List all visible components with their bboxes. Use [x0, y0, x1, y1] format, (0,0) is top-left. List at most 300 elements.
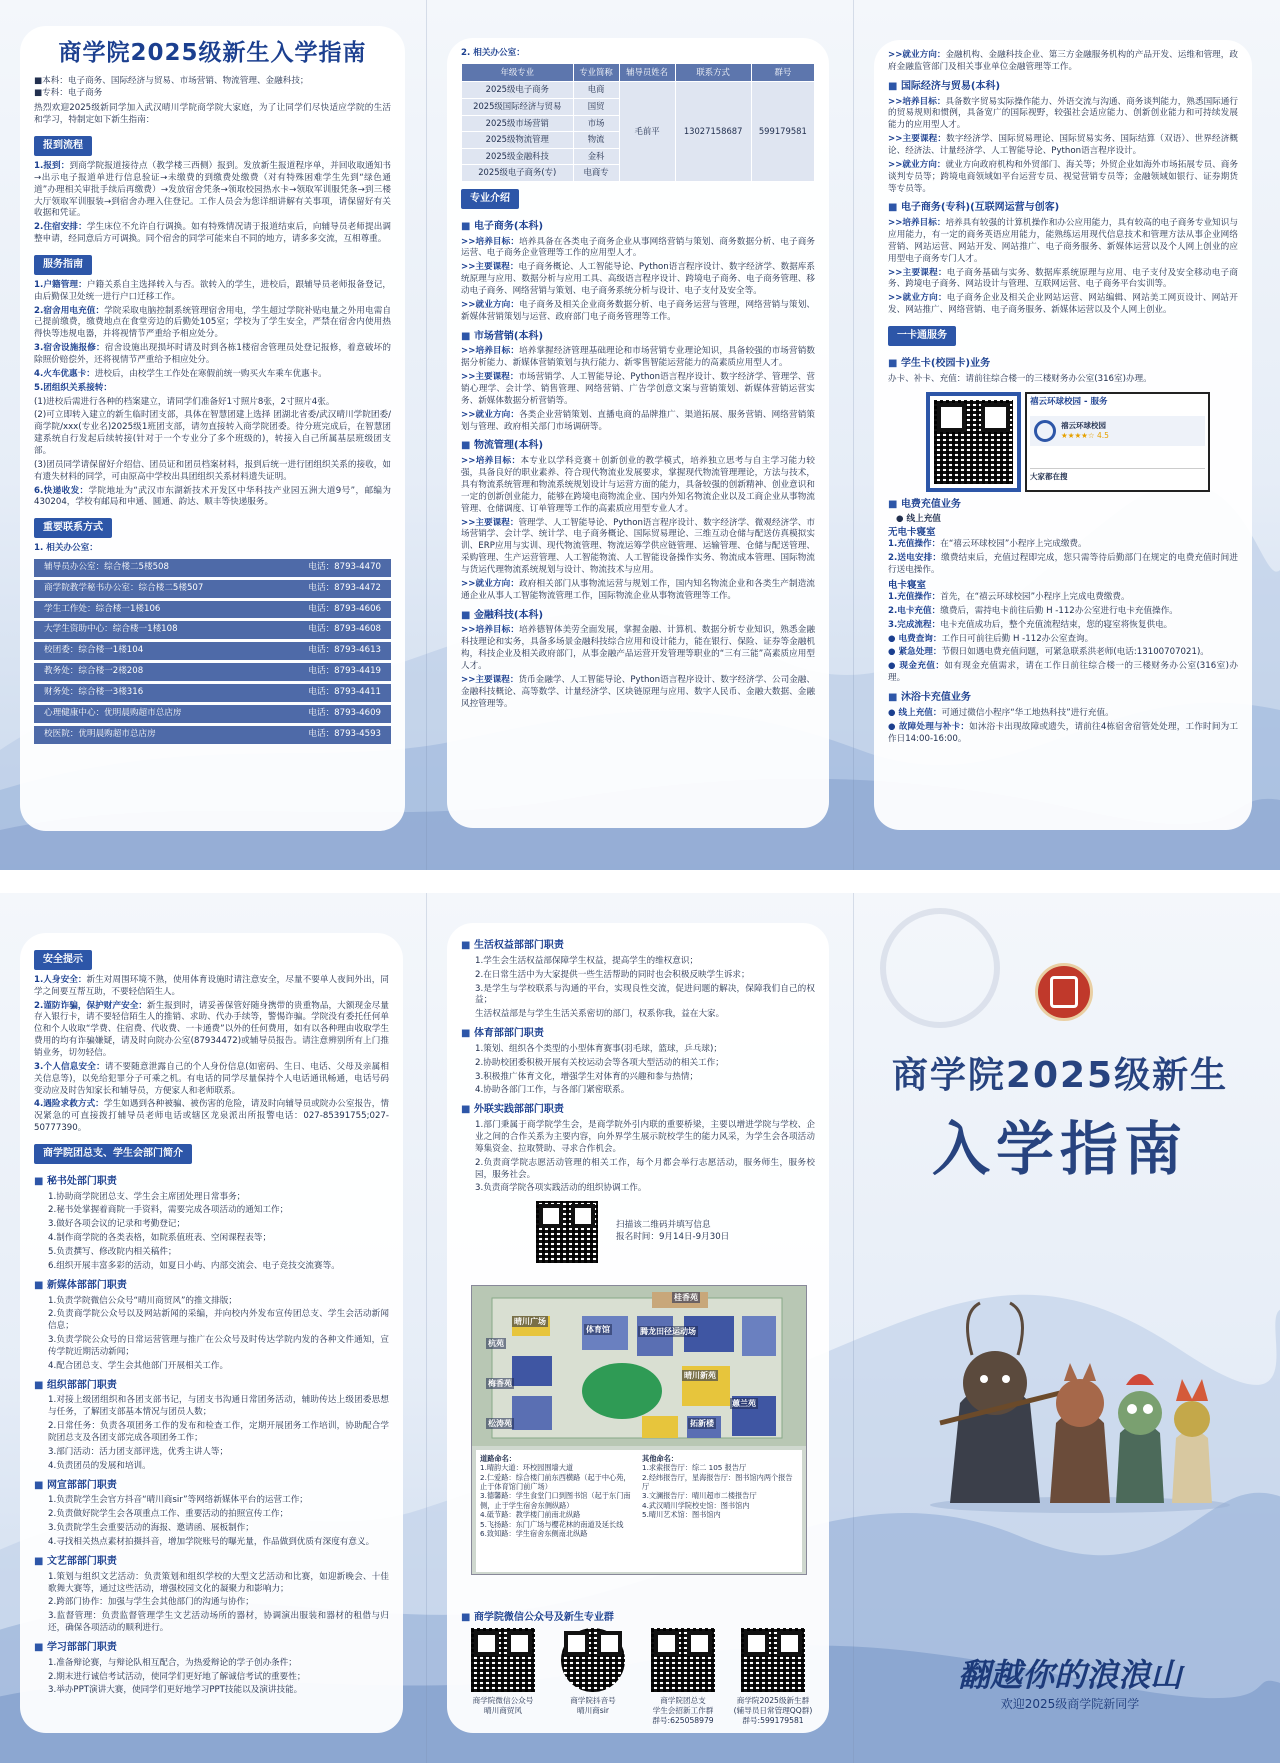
- legend-line: 2.仁爱路：综合楼门前东西横路（起于中心苑，止于体育馆门前广场）: [480, 1472, 631, 1492]
- contact-row: [34, 601, 391, 619]
- major-item: [461, 518, 815, 577]
- safety-item-text: 请不要随意泄露自己的个人身份信息(如密码、生日、电话、父母及亲属相关信息等)，以免给犯罪分子可乘之机。有电话的同学尽量保持个人电话通讯畅通，电话号码变动应及时告知家长和辅导员，方便家人和老师联系。: [34, 1061, 390, 1096]
- contact-office: 辅导员办公室：综合楼二5楼508: [44, 561, 169, 572]
- department-line: 3.负责学院公众号的日常运营管理与推广在公众号及时传达学院内发的各种文件通知，宣传学院近期活动新闻；: [48, 1335, 389, 1357]
- department-title: ■ 体育部部门职责: [461, 1027, 815, 1041]
- service-item-text: 学院地址为“武汉市东湖新技术开发区中华科技产业园五洲大道9号”，邮编为430204，学校有邮局和申通、圆通、韵达、顺丰等快递服务。: [34, 485, 391, 508]
- qr-caption: 商学院团总支: [660, 1696, 706, 1705]
- department-line: 5.负责撰写、修改院内相关稿件；: [48, 1247, 177, 1257]
- legend-line: 4.砥节路：教学楼门前南北纵路: [480, 1510, 581, 1520]
- miniapp-rating: 4.5: [1097, 431, 1109, 441]
- major-section-title: ■ 金融科技(本科): [461, 609, 815, 623]
- service-item-text: 学院采取电脑控制系统管理宿舍用电，学生超过学院补贴电量之外用电需自己提前缴费，缴费地点在食堂旁边的后勤处105室；学校为了学生安全，严禁在宿舍内使用热得快等违规电器，并将视情节严重给予相应处分。: [34, 305, 391, 340]
- major-item-text: 电子商务企业及相关企业网站运营、网站编辑、网站美工网页设计、网站开发、网站推广、网络营销、电子商务服务、新媒体运营以及个人网上创业。: [888, 293, 1238, 316]
- legend-line: 6.致知路：学生宿舍东侧南北纵路: [480, 1528, 588, 1538]
- department-line: 2.跨部门协作：加强与学生会其他部门的沟通与协作；: [48, 1597, 254, 1608]
- union-list: [34, 1175, 389, 1698]
- no-card-item-head: 2.送电安排：: [888, 553, 942, 564]
- table-cell-major: 2025级电子商务: [462, 82, 574, 99]
- table-cell-short: 市场: [573, 115, 619, 132]
- department-title: ■ 生活权益部部门职责: [461, 939, 815, 953]
- service-item-head: 2.宿舍用电充值：: [34, 305, 105, 316]
- electric-online-label: 线上充值: [906, 514, 941, 525]
- service-item-text: 宿舍设施出现损坏时请及时到各栋1楼宿舍管理员处登记报修，着意破坏的除照价赔偿外，还将视情节严重给予相应处分。: [34, 343, 391, 365]
- brochure-inside-page: [0, 0, 1280, 870]
- no-card-item-text: 缴费结束后，充值过程即完成，您只需等待后勤部门在规定的电费充值时间进行送电操作。: [888, 553, 1238, 575]
- map-label: 桂香苑: [674, 1293, 698, 1302]
- service-item: [34, 397, 391, 409]
- registration-tag: 报到流程: [34, 136, 92, 156]
- bottom-middle-panel: [447, 923, 829, 1733]
- service-item-head: 6.快递收发：: [34, 485, 89, 496]
- department-title: ■ 文艺部部门职责: [34, 1555, 389, 1569]
- service-item: [34, 383, 391, 395]
- qr-caption: (辅导员日常管理QQ群): [733, 1705, 813, 1715]
- miniapp-name: 禧云环球校园: [1061, 420, 1106, 430]
- bullet-icon: ●: [888, 721, 899, 732]
- major-item: [461, 262, 815, 298]
- department-sections: [461, 939, 815, 1195]
- left-panel: [20, 26, 405, 831]
- qr-item: [731, 1628, 815, 1726]
- union-tag: 商学院团总支、学生会部门简介: [34, 1144, 192, 1164]
- department-line: 1.负责学院微信公众号“晴川商贸风”的推文排版；: [48, 1295, 237, 1306]
- major-item-head: >>培养目标：: [461, 456, 521, 467]
- safety-item-head: 2.谨防诈骗，保护财产安全：: [34, 1000, 148, 1011]
- contacts-subhead: 1. 相关办公室：: [34, 543, 98, 554]
- electric-title: ■ 电费充值业务: [888, 498, 1238, 512]
- map-label: 体育馆: [586, 1325, 610, 1334]
- cover-title-line1: 商学院2025级新生: [891, 1055, 1229, 1096]
- map-legend: [476, 1450, 802, 1572]
- cover-title-line2: 入学指南: [931, 1115, 1188, 1183]
- major-item-text: 培养掌握经济管理基础理论和市场营销专业理论知识，具备较强的市场营销数据分析能力、新媒体营销策划与执行能力、新零售智能运营能力的高素质应用型人才。: [461, 346, 815, 369]
- card-item: [888, 620, 1238, 632]
- map-label: 晴川广场: [514, 1317, 546, 1326]
- department-line: 1.部门秉属于商学院学生会，是商学院外引内联的重要桥梁，主要以增进学院与学校、企业之间的合作关系为主要内容，向外界学生展示院校学生的能力风采，为学生会各项活动筹集资金、拉取赞助、寻求合作机会。: [475, 1120, 815, 1154]
- bottom-left-panel: [20, 933, 403, 1733]
- table-cell-counselor: 毛前平: [619, 82, 675, 182]
- qr-item: [551, 1628, 635, 1726]
- major-item-head: >>就业方向：: [888, 293, 947, 304]
- major-item-head: >>主要课程：: [461, 372, 519, 383]
- major-item-text: 就业方向政府机构和外贸部门、海关等；外贸企业如海外市场拓展专员、商务谈判专员等；跨境电商领域如平台运营专员、视觉营销专员等；金融领域如银行、证券期货等专员等。: [888, 159, 1238, 194]
- department-title: ■ 新媒体部部门职责: [34, 1279, 389, 1293]
- department-line: 1.策划与组织文艺活动：负责策划和组织学校的大型文艺活动和比赛，如迎新晚会、十佳歌舞大赛等，通过这些活动，增强校园文化的凝聚力和影响力；: [48, 1571, 389, 1594]
- wechat-title: ■ 商学院微信公众号及新生专业群: [461, 1611, 614, 1625]
- major-section-title: ■ 电子商务(本科): [461, 220, 815, 234]
- fold-line: [853, 893, 854, 1763]
- service-item-text: (2)可立即转入建立的新生临时团支部，具体在智慧团建上选择 团湖北省委/武汉晴川学院团委/商学院/xxx(专业名)2025级1班团支部，请勿直接转入商学院团委。待分班完成后，在智慧团建系统自行发起后续转接(针对于一个专业分了多个班级的)，转接入自己所属基层班级团支部。: [34, 410, 391, 456]
- department-line: 6.组织开展丰富多彩的活动，如夏日小屿、内部交流会、电子竞技交流赛等。: [48, 1260, 340, 1271]
- safety-tag: 安全提示: [34, 950, 92, 970]
- major-item-text: 本专业以学科竞赛＋创新创业的教学模式，培养独立思考与自主学习能力较强，具备良好的职业素养、符合现代物流业发展要求，掌握现代物流管理理论，方法与技术，具有物流系统管理和物流系统规划设计与运营方面的能力，具备较强的创新精神、创业意识和一定的创新创业能力，能够在跨境电商物流企业、国内外知名物流企业以及工商企业从事物流管理、仓储调度、订单管理等工作的高素质应用型专业人才。: [461, 456, 815, 514]
- contact-row: [34, 684, 391, 702]
- legend-line: 其他命名：: [642, 1454, 678, 1463]
- bullet-icon: ●: [888, 707, 899, 718]
- qr-code-icon: [934, 400, 1013, 484]
- department-line: 2.秘书处掌握着商院一手资料，需要完成各项活动的通知工作；: [48, 1205, 289, 1216]
- service-item-head: 1.户籍管理：: [34, 279, 87, 290]
- department-line: 4.配合团总支、学生会其他部门开展相关工作。: [48, 1360, 229, 1371]
- finance-jobs-text: 金融机构、金融科技企业、第三方金融服务机构的产品开发、运维和管理，政府金融监管部门及相关事业单位金融管理等工作。: [888, 50, 1238, 72]
- watermark-seal-icon: [880, 908, 1000, 1028]
- counselor-table: [461, 63, 815, 182]
- cover-slogan: 翻越你的浪浪山: [957, 1656, 1182, 1694]
- no-card-item-text: 在“禧云环球校园”小程序上完成缴费。: [940, 539, 1087, 550]
- legend-line: 4.武汉晴川学院校史馆：图书馆内: [642, 1500, 750, 1510]
- table-header: 联系方式: [675, 63, 751, 82]
- map-label: 腾龙田径运动场: [640, 1327, 696, 1336]
- major-item: [888, 160, 1238, 196]
- miniapp-rating-stars-icon: ★★★★☆ 4.5: [1061, 431, 1109, 441]
- table-cell-short: 物流: [573, 132, 619, 149]
- department-line: 3.积极推广体育文化，增强学生对体育的兴趣和参与热情；: [475, 1071, 699, 1082]
- major-item-text: 市场营销学、人工智能导论、Python语言程序设计、数字经济学、管理学、营销心理学、会计学、销售管理、网络营销、广告学创意文案与营销策划、新媒体营销运营实务、新媒体数据分析营销等。: [461, 372, 816, 406]
- electric-bullet-text: 如有现金充值需求，请在工作日前往综合楼一的三楼财务办公室(316室)办理。: [888, 661, 1238, 684]
- table-header: 专业简称: [573, 63, 619, 82]
- qr-item: [461, 1628, 545, 1726]
- qr-code-icon[interactable]: [471, 1628, 535, 1692]
- major-item: [461, 579, 815, 603]
- department-title: ■ 组织部部门职责: [34, 1379, 389, 1393]
- major-item: [461, 346, 815, 370]
- contacts-tag: 重要联系方式: [34, 518, 112, 538]
- qr-caption: 商学院微信公众号: [472, 1696, 534, 1705]
- card-item-head: 2.电卡充值：: [888, 605, 941, 616]
- major-item: [888, 268, 1238, 292]
- no-card-list: [888, 539, 1238, 577]
- safety-item: [34, 1001, 389, 1060]
- brochure-outside-page: [0, 893, 1280, 1763]
- major-item: [888, 134, 1238, 158]
- scan-time: 报名时间：9月14日-9月30日: [616, 1232, 730, 1243]
- department-line: 2.在日常生活中为大家提供一些生活帮助的同时也会积极反映学生诉求；: [475, 969, 750, 980]
- contact-office: 校医院：优明晨购超市总店房: [44, 728, 156, 739]
- contact-phone: 电话：8793-4608: [308, 624, 381, 635]
- major-item-head: >>就业方向：: [888, 159, 946, 170]
- qr-caption: 晴川商贸风: [484, 1705, 522, 1715]
- contact-office: 大学生资助中心：综合楼一1楼108: [44, 624, 178, 635]
- electric-bullet: [888, 661, 1238, 685]
- middle-panel: [447, 38, 829, 828]
- miniapp-card[interactable]: [1025, 392, 1210, 492]
- safety-item: [34, 975, 389, 999]
- service-item: [34, 306, 391, 342]
- major-item-text: 各类企业营销策划、直播电商的品牌推广、渠道拓展、服务营销、网络营销策划与管理、政府相关部门市场调研等。: [461, 409, 815, 432]
- contact-row: [34, 642, 391, 660]
- department-line: 1.策划、组织各个类型的小型体育赛事(羽毛球，篮球，乒乓球)；: [475, 1043, 722, 1054]
- map-labels: [472, 1286, 807, 1446]
- department-line: 2.负责商学院公众号以及网站新闻的采编，并向校内外发布宣传团总支、学生会活动新闻信息；: [48, 1309, 389, 1332]
- department-line: 生活权益部是与学生生活关系密切的部门，权系你我，益在大家。: [475, 1009, 725, 1020]
- legend-line: 3.文澜报告厅：晴川超市二楼报告厅: [642, 1491, 757, 1501]
- table-cell-major: 2025级国际经济与贸易: [462, 99, 574, 116]
- registration-item: [34, 222, 391, 246]
- major-item: [461, 237, 815, 261]
- major-item-head: >>主要课程：: [461, 674, 519, 685]
- no-card-item-head: 1.充值操作：: [888, 539, 941, 550]
- table-cell-short: 金科: [573, 148, 619, 165]
- major-item-head: >>主要课程：: [461, 517, 519, 528]
- major-item-text: 培养具备在各类电子商务企业从事网络营销与策划、商务数据分析、电子商务运营、电子商务企业管理等工作的应用型人才。: [461, 236, 815, 259]
- table-header: 辅导员姓名: [619, 63, 675, 82]
- fold-line: [426, 0, 427, 870]
- contact-office: 学生工作处：综合楼一1楼106: [44, 603, 161, 614]
- major-item: [461, 300, 815, 324]
- miniapp-qr[interactable]: [926, 392, 1021, 492]
- major-item-text: 培养具有较强的计算机操作和办公应用能力，具有较高的电子商务专业知识与应用能力，有一定的商务英语应用能力，能熟练运用现代信息技术和管理方法从事企业网络营销、网站运营、网站开发、网站推广、电子商务服务、新媒体运营以及个人网上创业的应用型电子商务专门人才。: [888, 218, 1238, 264]
- major-section-title: ■ 电子商务(专科)(互联网运营与创客): [888, 201, 1238, 215]
- contact-phone: 电话：8793-4472: [308, 582, 381, 593]
- department-line: 3.部门活动：活力团支部评选，优秀主讲人等；: [48, 1446, 229, 1457]
- cover-slogan-sub: 欢迎2025级商学院新同学: [1000, 1697, 1140, 1711]
- department-line: 2.协助校团委积极开展有关校运动会等各项大型活动的相关工作；: [475, 1057, 724, 1068]
- bullet-icon: ●: [888, 647, 899, 658]
- bath-bullet: [888, 722, 1238, 746]
- major-section-title: ■ 国际经济与贸易(本科): [888, 80, 1238, 94]
- department-title: ■ 网宣部部门职责: [34, 1479, 389, 1493]
- card-list: [888, 592, 1238, 632]
- electric-bullets: [888, 634, 1238, 685]
- qr-caption: 学生会招新工作群: [652, 1705, 714, 1715]
- qr-row: [461, 1628, 815, 1726]
- major-item: [461, 625, 815, 672]
- major-line: ■专科：电子商务: [34, 87, 103, 98]
- table-cell-major: 2025级物流管理: [462, 132, 574, 149]
- major-item: [461, 456, 815, 515]
- major-item-head: >>就业方向：: [461, 578, 520, 589]
- service-item: [34, 410, 391, 457]
- table-cell-major: 2025级金融科技: [462, 148, 574, 165]
- qr-caption: 群号:625058979: [652, 1715, 714, 1725]
- signup-block: [536, 1201, 815, 1263]
- department-line: 4.制作商学院的各类表格，如院系值班表、空闲课程表等；: [48, 1233, 272, 1244]
- card-service-tag: 一卡通服务: [888, 326, 956, 346]
- legend-line: 3.德馨路：学生食堂门口到图书馆（起于东门南侧，止于学生宿舍东侧纵路）: [480, 1491, 631, 1510]
- major-item: [888, 97, 1238, 133]
- contacts-list: [34, 559, 391, 744]
- fold-line: [853, 0, 854, 870]
- contact-phone: 电话：8793-4419: [308, 666, 381, 677]
- electric-bullet-head: 电费查询：: [898, 633, 942, 644]
- bath-bullets: [888, 708, 1238, 746]
- card-item-text: 缴费后，需持电卡前往后勤 H -112办公室进行电卡充值操作。: [940, 605, 1178, 616]
- finance-jobs-head: >>就业方向：: [888, 50, 946, 60]
- qr-code-icon[interactable]: [561, 1628, 625, 1692]
- legend-line: 1.晴韵大道：环校园围墙大道: [480, 1463, 574, 1473]
- map-label: 松涛苑: [488, 1419, 512, 1428]
- safety-item: [34, 1062, 389, 1098]
- major-item-head: >>培养目标：: [461, 625, 520, 636]
- map-label: 梅香苑: [488, 1379, 512, 1388]
- majors-list: [34, 76, 391, 100]
- department-line: 3.举办PPT演讲大赛，使同学们更好地学习PPT技能以及演讲技能。: [48, 1685, 303, 1696]
- service-item: [34, 343, 391, 367]
- bath-bullet-text: 如沐浴卡出现故障或遗失，请前往4栋宿舍宿管处处理，工作时间为工作日14:00-16:00。: [888, 721, 1238, 744]
- major-item-head: >>主要课程：: [461, 262, 519, 273]
- service-item-head: 5.团组织关系接转：: [34, 382, 112, 393]
- major-line: ■本科：电子商务、国际经济与贸易、市场营销、物流管理、金融科技；: [34, 75, 309, 86]
- major-item-head: >>主要课程：: [888, 134, 947, 145]
- no-card-title: 无电卡寝室: [888, 527, 936, 539]
- contact-phone: 电话：8793-4593: [308, 728, 381, 739]
- safety-item-text: 学生如遇到各种被骗、被伤害的危险，请及时向辅导员或院办公室报告，情况紧急的可直接拨打辅导员老师电话或辖区龙泉派出所报警电话：027-85391755;027-50777390。: [34, 1099, 389, 1134]
- major-item: [461, 372, 815, 408]
- service-item-text: (1)进校后需进行各种的档案建立，请同学们准备好1寸照片8张，2寸照片4张。: [34, 396, 335, 407]
- major-section-title: ■ 物流管理(本科): [461, 439, 815, 453]
- miniapp-logo-icon: [1034, 420, 1056, 442]
- safety-item: [34, 1099, 389, 1135]
- electric-bullet-text: 节假日如遇电费充值问题，可紧急联系洪老师(电话:13100707021)。: [941, 647, 1209, 658]
- contact-office: 心理健康中心：优明晨购超市总店房: [44, 707, 182, 718]
- department-line: 1.对接上级团组织和各团支部书记，与团支书沟通日常团务活动，辅助传达上级团委思想与任务，了解团支部基本情况与团员人数；: [48, 1395, 389, 1418]
- major-section-title: ■ 市场营销(本科): [461, 330, 815, 344]
- department-line: 4.负责团员的发展和培训。: [48, 1460, 151, 1471]
- no-card-item: [888, 539, 1238, 551]
- contact-phone: 电话：8793-4606: [308, 603, 381, 614]
- department-line: 3.做好各项会议的记录和考勤登记；: [48, 1219, 186, 1230]
- miniapp-footer: 大家都在搜: [1030, 468, 1205, 482]
- legend-line: 道路命名：: [480, 1454, 516, 1463]
- table-cell-short: 电商专: [573, 165, 619, 182]
- card-item-head: 1.充值操作：: [888, 591, 941, 602]
- department-line: 1.负责院学生会官方抖音“晴川商sir”等网络新媒体平台的运营工作；: [48, 1495, 308, 1506]
- department-title: ■ 秘书处部门职责: [34, 1175, 389, 1189]
- bath-bullet-head: 线上充值：: [898, 707, 942, 718]
- electric-bullet-head: 紧急处理：: [898, 647, 942, 658]
- contact-phone: 电话：8793-4411: [308, 687, 381, 698]
- service-item-text: 进校后，由校学生工作处在寒假前统一购买火车乘车优惠卡。: [94, 368, 327, 379]
- service-item-text: 户籍关系自主选择转入与否。欲转入的学生，进校后，跟辅导员老师报备登记，由后勤保卫处统一进行户口迁移工作。: [34, 279, 391, 302]
- contact-row: [34, 559, 391, 577]
- table-cell-short: 国贸: [573, 99, 619, 116]
- electric-bullet-head: 现金充值：: [899, 661, 945, 672]
- department-line: 3.是学生与学校联系与沟通的平台，实现良性交流，促进问题的解决，保障我们自己的权益；: [475, 983, 815, 1006]
- major-item-text: 具备数字贸易实际操作能力、外语交流与沟通、商务谈判能力，熟悉国际通行的贸易规则和惯例，具备宽广的国际视野，较强社会适应能力、创新创业能力和可持续发展能力的应用型人才。: [888, 96, 1238, 131]
- department-line: 3.负责院学生会重要活动的海报、邀请函、展板制作；: [48, 1523, 254, 1534]
- safety-item-head: 3.个人信息安全：: [34, 1061, 105, 1072]
- campus-map[interactable]: [471, 1285, 807, 1575]
- major-item-text: 电子商务概论、人工智能导论、Python语言程序设计、数字经济学、数据库系统原理与应用、数据分析与应用工具、高级语言程序设计、跨境电子商务、电子商务管理、移动电子商务、网络营销与策划、电子商务系统分析与设计、电子支付及安全等。: [461, 262, 816, 297]
- offices-subhead: 2. 相关办公室：: [461, 48, 525, 58]
- safety-list: [34, 975, 389, 1135]
- table-header: 年级专业: [462, 63, 574, 82]
- contact-phone: 电话：8793-4470: [308, 561, 381, 572]
- map-legend-roads: [480, 1454, 636, 1568]
- major-item-head: >>主要课程：: [888, 267, 947, 278]
- table-cell-short: 电商: [573, 82, 619, 99]
- safety-item-head: 4.遇险求救方式：: [34, 1099, 104, 1110]
- table-cell-major: 2025级电子商务(专): [462, 165, 574, 182]
- bath-title: ■ 沐浴卡充值业务: [888, 691, 1238, 705]
- department-line: 2.负责做好院学生会各项重点工作、重要活动的拍照宣传工作；: [48, 1509, 289, 1520]
- department-line: 1.准备辩论赛，与辩论队相互配合，为热爱辩论的学子创办条件；: [48, 1657, 297, 1668]
- map-label: 晴川新苑: [684, 1371, 716, 1380]
- department-line: 1.协助商学院团总支、学生会主席团处理日常事务；: [48, 1191, 246, 1202]
- student-card-title: ■ 学生卡(校园卡)业务: [888, 357, 1238, 371]
- school-seal-icon: [1035, 963, 1093, 1021]
- major-item-text: 培养德智体美劳全面发展，掌握金融、计算机、数据分析专业知识，熟悉金融科技理论和实务，具备多场景金融科技综合应用和设计能力，能在银行、保险、证券等金融机构，科技企业及相关政府部门，从事金融产品运营开发管理等职业的“三有三能”高素质应用型人才。: [461, 625, 815, 671]
- map-label: 拓新楼: [690, 1419, 714, 1428]
- registration-item-head: 2.住宿安排：: [34, 222, 87, 233]
- signup-qr-code-icon[interactable]: [536, 1201, 598, 1263]
- major-item-head: >>培养目标：: [461, 236, 520, 247]
- card-item-text: 首先，在“禧云环球校园”小程序上完成电费缴费。: [940, 591, 1130, 602]
- safety-item-text: 新生对周围环境不熟，使用体育设施时请注意安全，尽量不要单人夜间外出，同学之间要互帮互助，不要轻信陌生人。: [34, 974, 389, 997]
- contact-office: 商学院教学秘书办公室：综合楼二5楼507: [44, 582, 204, 593]
- service-item: [34, 460, 391, 484]
- bullet-icon: ●: [888, 633, 899, 644]
- department-line: 3.负责商学院各项实践活动的组织协调工作。: [475, 1183, 647, 1194]
- electric-online: ● 线上充值: [896, 514, 941, 525]
- major-item-text: 政府相关部门从事物流运营与规划工作，国内知名物流企业和各类生产制造流通企业从事人工智能物流管理工作，国际物流企业从事物流管理等工作。: [461, 578, 815, 601]
- registration-item: [34, 161, 391, 220]
- contact-row: [34, 580, 391, 598]
- major-item-text: 电子商务基础与实务、数据库系统原理与应用、电子支付及安全移动电子商务、跨境电子商务、网站设计与管理、互联网运营、电子商务平台实训等。: [888, 267, 1238, 290]
- major-item-text: 电子商务及相关企业商务数据分析、电子商务运营与管理，网络营销与策划、新媒体营销策划与运营、政府部门电子商务管理等工作。: [461, 299, 815, 322]
- major-item-head: >>就业方向：: [461, 299, 520, 310]
- right-majors: [888, 80, 1238, 317]
- legend-line: 5.飞扬路：东门广场与樱花林的南道及延长线: [480, 1519, 624, 1529]
- electric-bullet: [888, 647, 1238, 659]
- cartoon-characters-illustration: [920, 1273, 1240, 1513]
- contact-row: [34, 663, 391, 681]
- qr-code-icon[interactable]: [651, 1628, 715, 1692]
- table-cell-major: 2025级市场营销: [462, 115, 574, 132]
- major-item-head: >>培养目标：: [461, 346, 520, 357]
- contact-phone: 电话：8793-4613: [308, 645, 381, 656]
- service-item: [34, 369, 391, 381]
- scan-text: 扫描该二维码并填写信息: [616, 1220, 711, 1231]
- brochure-title: 商学院2025级新生入学指南: [58, 40, 367, 66]
- major-item: [888, 293, 1238, 317]
- no-card-item: [888, 553, 1238, 577]
- card-item: [888, 592, 1238, 604]
- electric-bullet-text: 工作日可前往后勤 H -112办公室查询。: [941, 633, 1094, 644]
- contact-row: [34, 621, 391, 639]
- department-line: 1.学生会生活权益部保障学生权益，提高学生的维权意识；: [475, 955, 699, 966]
- safety-item-head: 1.人身安全：: [34, 974, 87, 985]
- department-line: 2.负责商学院志愿活动管理的相关工作，每个月都会举行志愿活动，服务师生，服务校园，服务社会。: [475, 1157, 815, 1180]
- electric-bullet: [888, 634, 1238, 646]
- bullet-icon: ●: [888, 661, 900, 672]
- major-item-head: >>就业方向：: [461, 409, 520, 420]
- page-separator: [0, 870, 1280, 893]
- department-line: 2.期末进行诚信考试活动，使同学们更好地了解诚信考试的重要性；: [48, 1671, 306, 1682]
- department-line: 4.寻找相关热点素材拍摄抖音，增加学院账号的曝光量，作品做到优质有深度有意义。: [48, 1537, 375, 1547]
- services-tag: 服务指南: [34, 255, 92, 275]
- major-item-text: 数字经济学、国际贸易理论、国际贸易实务、国际结算（双语）、世界经济概论、经济法、计量经济学、人工智能导论、Python语言程序设计。: [888, 134, 1239, 156]
- qr-caption: 晴川商sir: [577, 1705, 609, 1715]
- miniapp-block: [926, 392, 1238, 492]
- major-item-text: 货币金融学、人工智能导论、Python语言程序设计、数字经济学、公司金融、金融科技概论、高等数学、计量经济学、区块链原理与应用、数字人民币、金融大数据、金融风控管理等。: [461, 674, 816, 709]
- major-item-text: 管理学、人工智能导论、Python语言程序设计、数字经济学、微观经济学、市场营销学、会计学、统计学、电子商务概论、国际贸易理论、三维互动仓储与配送仿真模拟实训、ERP应用与实训、现代物流管理、物流运筹学供应链管理、运输管理、仓储与配送管理、采购管理、生产运营管理、人工智能物流、人工智能设备操作实务、物流成本管理、国际物流与货运代理物流系统规划与设计、物流技术与应用。: [461, 517, 816, 575]
- department-line: 4.协助各部门工作，与各部门紧密联系。: [475, 1085, 630, 1096]
- table-cell-phone: 13027158687: [675, 82, 751, 182]
- registration-item-text: 学生床位不允许自行调换。如有特殊情况请于报道结束后，向辅导员老师提出调整申请，经同意后方可调换。同个宿舍的同学可能来自不同的地方，请多多交流，互相尊重。: [34, 222, 391, 245]
- welcome-text: 热烈欢迎2025级新同学加入武汉晴川学院商学院大家庭，为了让同学们尽快适应学院的生活和学习，特制定如下新生指南：: [34, 103, 391, 126]
- student-card-text: 办卡、补卡、充值：请前往综合楼一的三楼财务办公室(316室)办理。: [888, 373, 1152, 384]
- card-item: [888, 606, 1238, 618]
- registration-item-head: 1.报到：: [34, 160, 70, 171]
- table-row: [462, 82, 815, 99]
- contact-office: 教务处：综合楼一2楼208: [44, 666, 144, 677]
- major-item-head: >>培养目标：: [888, 218, 946, 229]
- card-item-head: 3.完成流程：: [888, 619, 941, 630]
- bath-bullet: [888, 708, 1238, 720]
- qr-code-icon[interactable]: [741, 1628, 805, 1692]
